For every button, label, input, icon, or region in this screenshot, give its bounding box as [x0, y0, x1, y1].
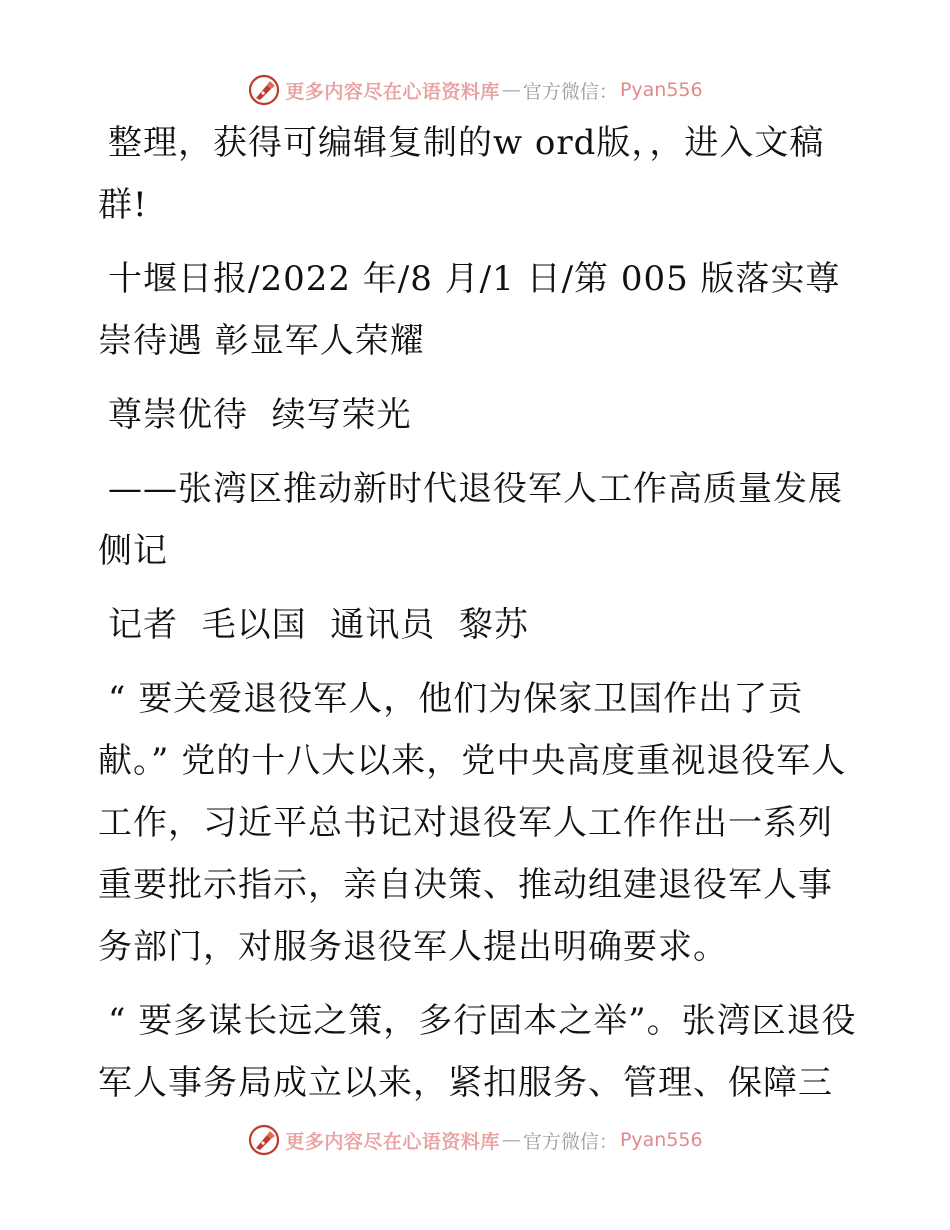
paragraph-body-1: “ 要关爱退役军人，他们为保家卫国作出了贡献。” 党的十八大以来，党中央高度重视退役军人工作，习近平总书记对退役军人工作作出一系列重要批示指示，亲自决策、推动组建退役军人事务部门，对服务退役军人提出明确要求。	[98, 679, 847, 967]
watermark-separator: —	[501, 79, 521, 101]
watermark-main-text: 更多内容尽在心语资料库	[285, 80, 500, 103]
document-body	[98, 112, 858, 1126]
pen-nib-logo-icon	[247, 1123, 281, 1157]
watermark-separator: —	[501, 1129, 521, 1151]
footer-watermark	[0, 1120, 950, 1160]
paragraph-body-2: “ 要多谋长远之策，多行固本之举”。张湾区退役军人事务局成立以来，紧扣服务、管理、保障三	[98, 1001, 857, 1103]
paragraph-source-headline: 十堰日报/2022 年/8 月/1 日/第 005 版落实尊崇待遇 彰显军人荣耀	[98, 259, 841, 361]
paragraph-intro: 整理，获得可编辑复制的w ord版，，进入文稿群!	[98, 123, 825, 225]
watermark-wechat-label: 官方微信：	[522, 80, 618, 103]
paragraph-byline: 记者 毛以国 通讯员 黎苏	[108, 605, 529, 645]
watermark-wechat-label: 官方微信：	[522, 1130, 618, 1153]
paragraph-subtitle: ——张湾区推动新时代退役军人工作高质量发展侧记	[98, 469, 843, 571]
watermark-wechat-id: Pyan556	[619, 1129, 703, 1151]
header-watermark	[0, 70, 950, 110]
watermark-wechat-id: Pyan556	[619, 79, 703, 101]
paragraph-title: 尊崇优待 续写荣光	[108, 395, 412, 435]
pen-nib-logo-icon	[247, 73, 281, 107]
watermark-main-text: 更多内容尽在心语资料库	[285, 1130, 500, 1153]
